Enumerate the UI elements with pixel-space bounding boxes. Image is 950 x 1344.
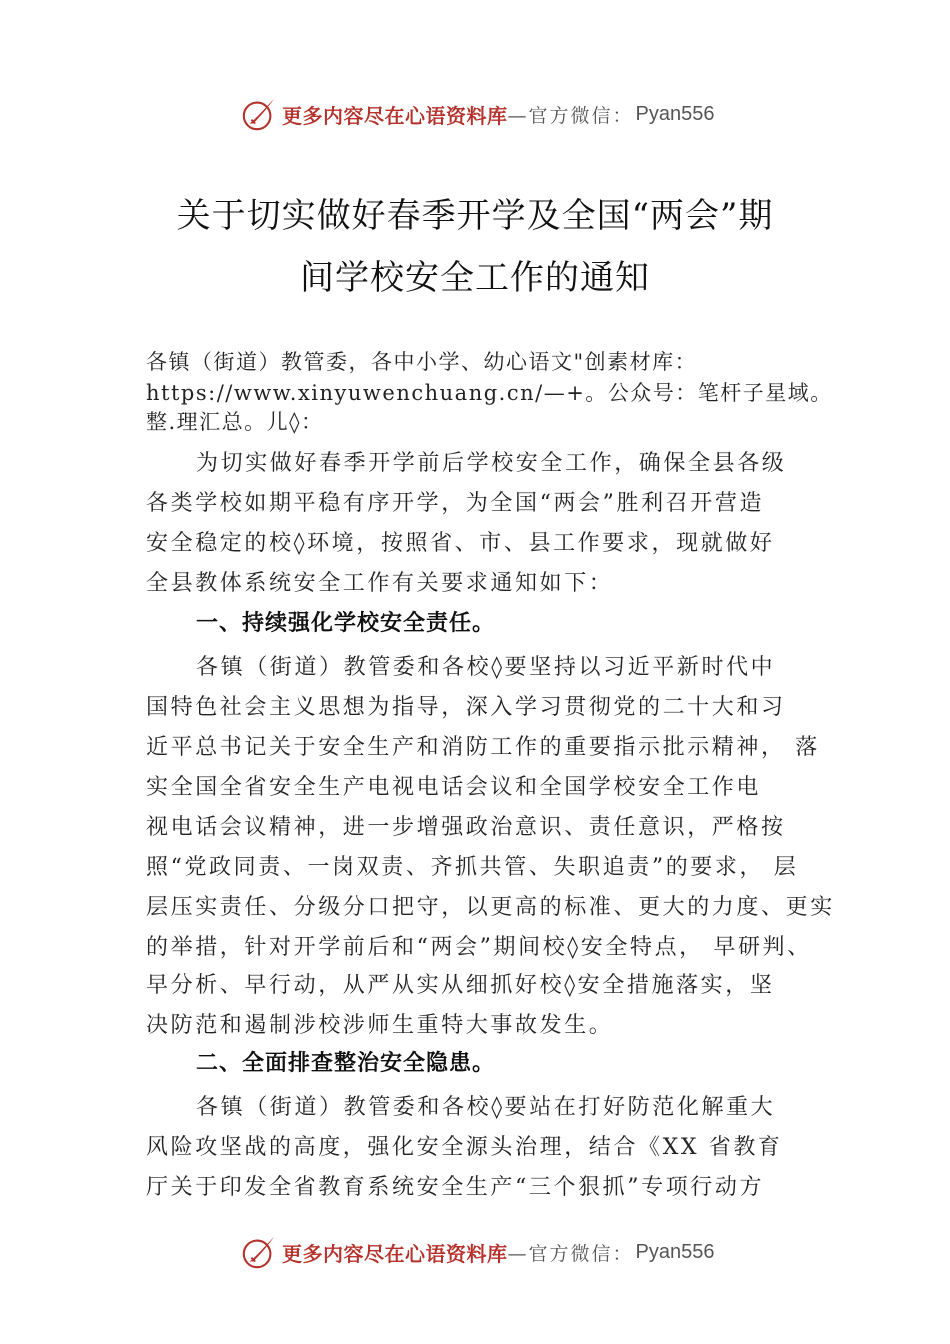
- quill-pen-logo-icon: [240, 95, 278, 133]
- watermark-library-name: 更多内容尽在心语资料库: [282, 1241, 508, 1266]
- paragraph-line: 各镇（街道）教管委和各校◊要站在打好防范化解重大: [196, 1095, 776, 1120]
- watermark-wechat-label: —官方微信：: [507, 104, 634, 127]
- salutation-line-2: https://www.xinyuwenchuang.cn/—+。公众号：笔杆子星域。: [146, 381, 833, 405]
- paragraph-line: 早分析、早行动，从严从实从细抓好校◊安全措施落实，坚: [146, 973, 775, 998]
- paragraph-line: 各镇（街道）教管委和各校◊要坚持以习近平新时代中: [196, 655, 776, 680]
- salutation-line-3: 整.理汇总。儿◊：: [146, 410, 324, 434]
- paragraph-line: 视电话会议精神，进一步增强政治意识、责任意识，严格按: [146, 815, 786, 840]
- paragraph-line: 风险攻坚战的高度，强化安全源头治理，结合《XX 省教育: [146, 1135, 783, 1160]
- document-title-line-1: 关于切实做好春季开学及全国“两会”期: [176, 196, 774, 236]
- document-title-line-2: 间学校安全工作的通知: [300, 258, 650, 298]
- section-heading-1: 一、持续强化学校安全责任。: [196, 611, 496, 636]
- watermark-wechat-id: Pyan556: [635, 102, 715, 125]
- salutation-line-1: 各镇（街道）教管委，各中小学、幼心语文"创素材库：: [146, 350, 698, 374]
- paragraph-line: 近平总书记关于安全生产和消防工作的重要指示批示精神， 落: [146, 735, 820, 760]
- watermark-banner-top: [240, 94, 760, 134]
- paragraph-line: 安全稳定的校◊环境，按照省、市、县工作要求，现就做好: [146, 531, 775, 556]
- paragraph-line: 实全国全省安全生产电视电话会议和全国学校安全工作电: [146, 775, 762, 800]
- paragraph-line: 决防范和遏制涉校涉师生重特大事故发生。: [146, 1013, 614, 1038]
- section-heading-2: 二、全面排查整治安全隐患。: [196, 1051, 496, 1076]
- quill-pen-logo-icon: [240, 1233, 278, 1271]
- paragraph-line: 全县教体系统安全工作有关要求通知如下：: [146, 571, 614, 596]
- paragraph-line: 层压实责任、分级分口把守，以更高的标准、更大的力度、更实: [146, 895, 835, 920]
- paragraph-line: 为切实做好春季开学前后学校安全工作，确保全县各级: [196, 451, 787, 476]
- paragraph-line: 国特色社会主义思想为指导，深入学习贯彻党的二十大和习: [146, 695, 786, 720]
- watermark-wechat-label: —官方微信：: [507, 1242, 634, 1265]
- watermark-library-name: 更多内容尽在心语资料库: [282, 103, 508, 128]
- paragraph-line: 厅关于印发全省教育系统安全生产“三个狠抓”专项行动方: [146, 1175, 765, 1200]
- watermark-banner-bottom: [240, 1232, 760, 1272]
- watermark-wechat-id: Pyan556: [635, 1240, 715, 1263]
- paragraph-line: 各类学校如期平稳有序开学，为全国“两会”胜利召开营造: [146, 491, 765, 516]
- paragraph-line: 照“党政同责、一岗双责、齐抓共管、失职追责”的要求， 层: [146, 855, 799, 880]
- paragraph-line: 的举措，针对开学前后和“两会”期间校◊安全特点， 早研判、: [146, 935, 812, 960]
